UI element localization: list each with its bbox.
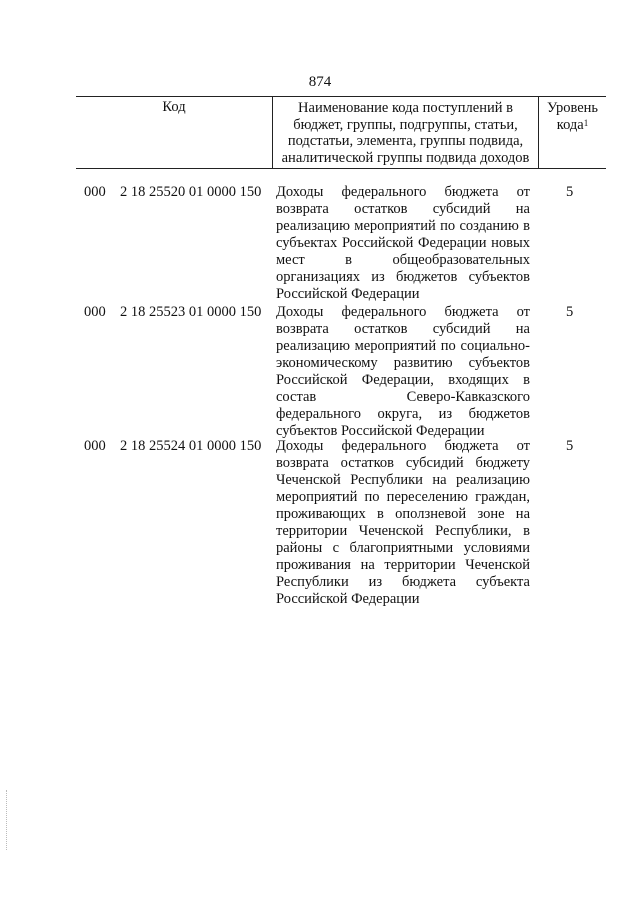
header-code: Код xyxy=(162,99,186,115)
row-budget-code: 2 18 25523 01 0000 150 xyxy=(120,304,262,320)
header-name: Наименование кода поступлений в бюджет, группы, подгруппы, статьи, подстатьи, элемента, группы подвида, аналитической группы подвида доходов xyxy=(272,97,539,168)
row-level: 5 xyxy=(566,184,574,200)
scan-margin-mark xyxy=(6,790,8,850)
row-name: Доходы федерального бюджета от возврата остатков субсидий на реализацию мероприятий по социально-экономическому развитию субъектов Российской Федерации, входящих в состав Северо-Кавказского федерального округа, из бюджетов субъектов Российской Федерации xyxy=(276,304,530,439)
row-level: 5 xyxy=(566,438,574,454)
row-name: Доходы федерального бюджета от возврата остатков субсидий бюджету Чеченской Республики на реализацию мероприятий по переселению граждан, проживающих в оползневой зоне на территории Чеченской Республики, в районы с благоприятными условиями проживания на территории Чеченской Республики из бюджета субъекта Российской Федерации xyxy=(276,438,530,607)
row-budget-code: 2 18 25520 01 0000 150 xyxy=(120,184,262,200)
row-admin-code: 000 xyxy=(84,304,106,320)
row-admin-code: 000 xyxy=(84,438,106,454)
header-level xyxy=(539,97,606,134)
row-name: Доходы федерального бюджета от возврата остатков субсидий на реализацию мероприятий по созданию в субъектах Российской Федерации новых мест в общеобразовательных организациях из бюджетов субъектов Российской Федерации xyxy=(276,184,530,302)
row-level: 5 xyxy=(566,304,574,320)
table-header xyxy=(76,96,606,169)
row-budget-code: 2 18 25524 01 0000 150 xyxy=(120,438,262,454)
header-level-footnote: 1 xyxy=(583,118,589,128)
header-level-label: Уровень кода xyxy=(546,100,599,133)
page-number: 874 xyxy=(308,74,332,90)
row-admin-code: 000 xyxy=(84,184,106,200)
